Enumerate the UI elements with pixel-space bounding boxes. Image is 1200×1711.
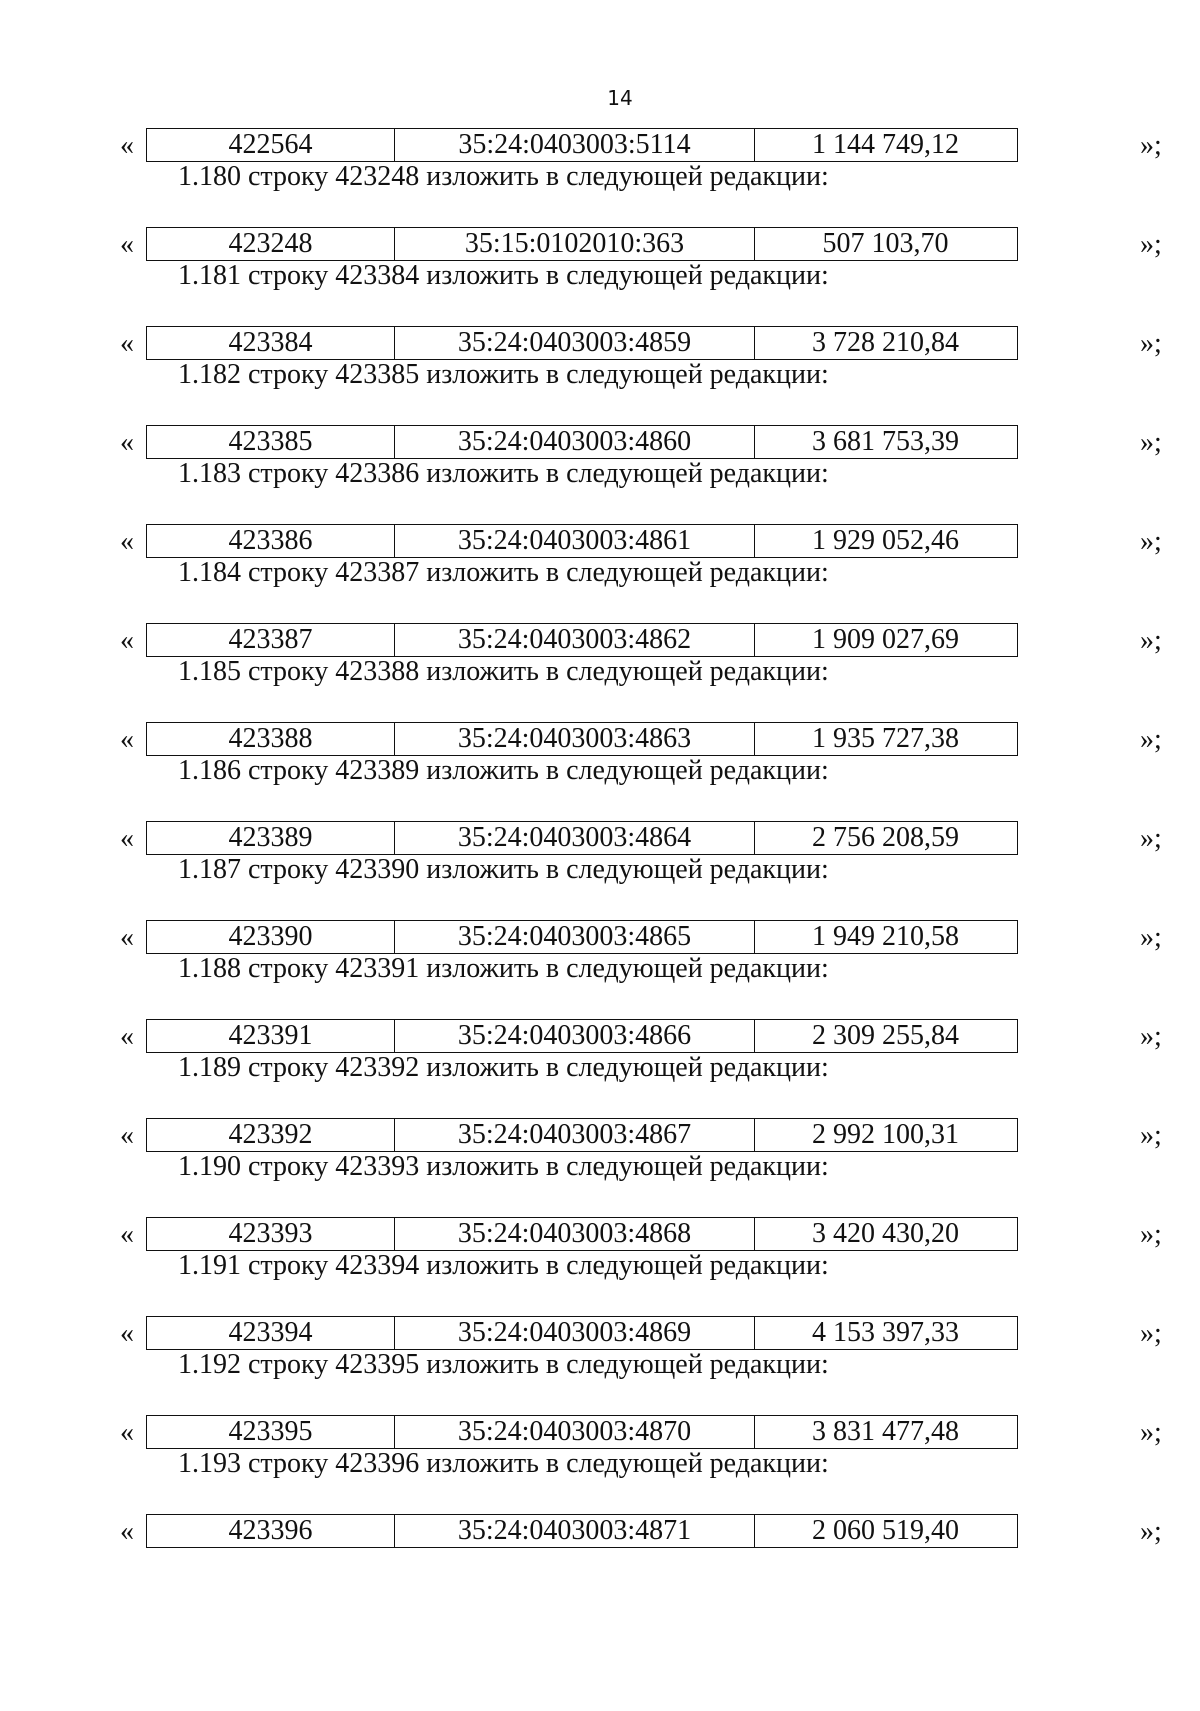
row-id-cell: 423392 (147, 1119, 395, 1151)
table-row (146, 425, 1018, 459)
table-row-wrapper (120, 1217, 1162, 1253)
table-row-wrapper (120, 1118, 1162, 1154)
value-cell: 2 756 208,59 (812, 822, 959, 853)
cadastral-number-cell: 35:24:0403003:4869 (395, 1317, 755, 1349)
closing-quote: »; (1140, 130, 1162, 161)
row-id-cell: 423384 (147, 327, 395, 359)
cadastral-number-cell: 35:24:0403003:4865 (395, 921, 755, 953)
table-row (146, 623, 1018, 657)
opening-quote: « (120, 1021, 134, 1052)
closing-quote: »; (1140, 328, 1162, 359)
row-id-cell: 423388 (147, 723, 395, 755)
row-id-cell: 423391 (147, 1020, 395, 1052)
opening-quote: « (120, 625, 134, 656)
opening-quote: « (120, 526, 134, 557)
closing-quote: »; (1140, 1219, 1162, 1250)
closing-quote: »; (1140, 1516, 1162, 1547)
closing-quote: »; (1140, 1318, 1162, 1349)
closing-quote: »; (1140, 229, 1162, 260)
table-row (146, 722, 1018, 756)
table-row-wrapper (120, 326, 1162, 362)
amendment-instruction: 1.185 строку 423388 изложить в следующей редакции: (178, 656, 829, 687)
value-cell: 3 681 753,39 (812, 426, 959, 457)
closing-quote: »; (1140, 526, 1162, 557)
table-row (146, 326, 1018, 360)
page-number: 14 (607, 86, 633, 110)
row-id-cell: 423389 (147, 822, 395, 854)
table-row (146, 128, 1018, 162)
row-id-cell: 422564 (147, 129, 395, 161)
amendment-instruction: 1.191 строку 423394 изложить в следующей редакции: (178, 1250, 829, 1281)
amendment-instruction: 1.181 строку 423384 изложить в следующей редакции: (178, 260, 829, 291)
closing-quote: »; (1140, 922, 1162, 953)
row-id-cell: 423248 (147, 228, 395, 260)
opening-quote: « (120, 229, 134, 260)
table-row-wrapper (120, 227, 1162, 263)
row-id-cell: 423396 (147, 1515, 395, 1547)
amendment-instruction: 1.180 строку 423248 изложить в следующей редакции: (178, 161, 829, 192)
table-row-wrapper (120, 1316, 1162, 1352)
amendment-entry (0, 1448, 1200, 1613)
cadastral-number-cell: 35:24:0403003:5114 (395, 129, 755, 161)
amendment-instruction: 1.188 строку 423391 изложить в следующей редакции: (178, 953, 829, 984)
row-id-cell: 423386 (147, 525, 395, 557)
row-id-cell: 423390 (147, 921, 395, 953)
table-row (146, 821, 1018, 855)
opening-quote: « (120, 1516, 134, 1547)
closing-quote: »; (1140, 427, 1162, 458)
value-cell: 2 992 100,31 (812, 1119, 959, 1150)
amendment-list (0, 128, 1200, 1613)
value-cell: 3 728 210,84 (812, 327, 959, 358)
value-cell: 1 935 727,38 (812, 723, 959, 754)
row-id-cell: 423393 (147, 1218, 395, 1250)
table-row-wrapper (120, 425, 1162, 461)
amendment-instruction: 1.189 строку 423392 изложить в следующей редакции: (178, 1052, 829, 1083)
value-cell: 1 929 052,46 (812, 525, 959, 556)
amendment-instruction: 1.193 строку 423396 изложить в следующей редакции: (178, 1448, 829, 1479)
value-cell: 3 831 477,48 (812, 1416, 959, 1447)
table-row (146, 920, 1018, 954)
table-row (146, 1316, 1018, 1350)
opening-quote: « (120, 823, 134, 854)
cadastral-number-cell: 35:24:0403003:4868 (395, 1218, 755, 1250)
value-cell: 507 103,70 (822, 228, 949, 259)
amendment-instruction: 1.192 строку 423395 изложить в следующей редакции: (178, 1349, 829, 1380)
row-id-cell: 423385 (147, 426, 395, 458)
value-cell: 4 153 397,33 (812, 1317, 959, 1348)
amendment-instruction: 1.184 строку 423387 изложить в следующей редакции: (178, 557, 829, 588)
table-row (146, 1118, 1018, 1152)
table-row-wrapper (120, 1514, 1162, 1550)
table-row-wrapper (120, 821, 1162, 857)
row-id-cell: 423395 (147, 1416, 395, 1448)
cadastral-number-cell: 35:24:0403003:4866 (395, 1020, 755, 1052)
value-cell: 2 060 519,40 (812, 1515, 959, 1546)
opening-quote: « (120, 724, 134, 755)
table-row-wrapper (120, 1415, 1162, 1451)
opening-quote: « (120, 1219, 134, 1250)
value-cell: 2 309 255,84 (812, 1020, 959, 1051)
cadastral-number-cell: 35:24:0403003:4862 (395, 624, 755, 656)
table-row-wrapper (120, 722, 1162, 758)
value-cell: 1 144 749,12 (812, 129, 959, 160)
opening-quote: « (120, 922, 134, 953)
opening-quote: « (120, 1318, 134, 1349)
amendment-instruction: 1.190 строку 423393 изложить в следующей редакции: (178, 1151, 829, 1182)
cadastral-number-cell: 35:24:0403003:4864 (395, 822, 755, 854)
row-id-cell: 423387 (147, 624, 395, 656)
opening-quote: « (120, 427, 134, 458)
opening-quote: « (120, 1417, 134, 1448)
closing-quote: »; (1140, 1021, 1162, 1052)
row-id-cell: 423394 (147, 1317, 395, 1349)
table-row (146, 1019, 1018, 1053)
cadastral-number-cell: 35:24:0403003:4867 (395, 1119, 755, 1151)
opening-quote: « (120, 1120, 134, 1151)
closing-quote: »; (1140, 1417, 1162, 1448)
table-row (146, 1514, 1018, 1548)
opening-quote: « (120, 130, 134, 161)
opening-quote: « (120, 328, 134, 359)
table-row-wrapper (120, 524, 1162, 560)
cadastral-number-cell: 35:15:0102010:363 (395, 228, 755, 260)
cadastral-number-cell: 35:24:0403003:4860 (395, 426, 755, 458)
table-row (146, 227, 1018, 261)
closing-quote: »; (1140, 823, 1162, 854)
amendment-instruction: 1.187 строку 423390 изложить в следующей редакции: (178, 854, 829, 885)
cadastral-number-cell: 35:24:0403003:4863 (395, 723, 755, 755)
cadastral-number-cell: 35:24:0403003:4871 (395, 1515, 755, 1547)
cadastral-number-cell: 35:24:0403003:4859 (395, 327, 755, 359)
value-cell: 3 420 430,20 (812, 1218, 959, 1249)
table-row (146, 1217, 1018, 1251)
closing-quote: »; (1140, 724, 1162, 755)
table-row-wrapper (120, 623, 1162, 659)
closing-quote: »; (1140, 625, 1162, 656)
cadastral-number-cell: 35:24:0403003:4861 (395, 525, 755, 557)
table-row (146, 524, 1018, 558)
cadastral-number-cell: 35:24:0403003:4870 (395, 1416, 755, 1448)
table-row (146, 1415, 1018, 1449)
value-cell: 1 949 210,58 (812, 921, 959, 952)
table-row-wrapper (120, 1019, 1162, 1055)
amendment-instruction: 1.182 строку 423385 изложить в следующей редакции: (178, 359, 829, 390)
table-row-wrapper (120, 128, 1162, 164)
amendment-instruction: 1.186 строку 423389 изложить в следующей редакции: (178, 755, 829, 786)
amendment-instruction: 1.183 строку 423386 изложить в следующей редакции: (178, 458, 829, 489)
table-row-wrapper (120, 920, 1162, 956)
closing-quote: »; (1140, 1120, 1162, 1151)
value-cell: 1 909 027,69 (812, 624, 959, 655)
